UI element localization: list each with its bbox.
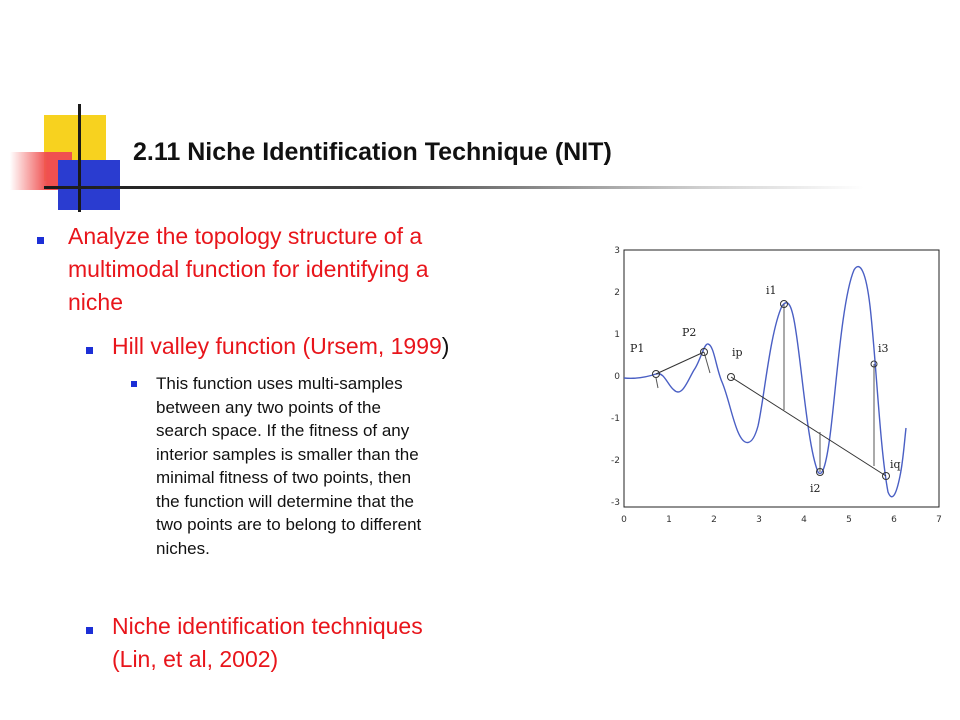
- point-label-p2: P2: [682, 326, 697, 339]
- description-line: search space. If the fitness of any: [156, 421, 410, 440]
- x-tick-label: 6: [891, 515, 897, 525]
- y-tick-label: 0: [614, 372, 620, 382]
- point-label-iq: iq: [890, 458, 901, 471]
- y-tick-label: 3: [614, 246, 620, 256]
- sub-bullet-marker: [86, 347, 93, 354]
- decor-blue-square: [58, 160, 120, 210]
- slide-title: 2.11 Niche Identification Technique (NIT): [133, 138, 612, 166]
- decor-vertical-line: [78, 104, 81, 212]
- description-line: interior samples is smaller than the: [156, 444, 419, 464]
- hill-valley-figure: [604, 240, 950, 530]
- x-tick-label: 0: [621, 515, 627, 525]
- bullet-text-line: niche: [68, 289, 123, 315]
- sub-bullet-marker: [86, 627, 93, 634]
- sample-line-ip-iq: [731, 377, 886, 476]
- description-line: This function uses multi-samples: [156, 374, 403, 393]
- y-tick-label: -2: [611, 456, 620, 466]
- y-axis-ticks: [611, 246, 620, 508]
- sample-line-p1-p2: [656, 352, 704, 374]
- point-label-i1: i1: [766, 284, 777, 297]
- description-line: two points are to belong to different: [156, 515, 422, 534]
- drop-line: [656, 378, 658, 388]
- bullet-text-line: Analyze the topology structure of a: [68, 223, 423, 249]
- description-line: between any two points of the: [156, 397, 381, 417]
- point-label-i2: i2: [810, 482, 821, 495]
- description-line: the function will determine that the: [156, 491, 414, 511]
- point-label-i3: i3: [878, 342, 889, 355]
- x-tick-label: 3: [756, 515, 762, 525]
- sub-bullet-label: Hill valley function (Ursem, 1999: [112, 333, 442, 359]
- x-tick-label: 5: [846, 515, 852, 525]
- closing-paren: ): [441, 333, 450, 359]
- sub-sub-bullet-marker: [131, 381, 137, 387]
- sub-bullet-text: [112, 330, 449, 363]
- title-underline: [44, 186, 864, 189]
- y-tick-label: 2: [614, 288, 620, 298]
- x-tick-label: 4: [801, 515, 807, 525]
- sub-bullet-text-line: (Lin, et al, 2002): [112, 646, 279, 672]
- y-tick-label: 1: [614, 330, 620, 340]
- sub-bullet-text-line: Niche identification techniques: [112, 613, 423, 639]
- x-tick-label: 2: [711, 515, 717, 525]
- x-axis-ticks: [621, 515, 942, 525]
- y-tick-label: -1: [611, 414, 620, 424]
- x-tick-label: 1: [666, 515, 672, 525]
- bullet-marker: [37, 237, 44, 244]
- description-line: minimal fitness of two points, then: [156, 468, 412, 487]
- description-line: niches.: [156, 538, 210, 558]
- y-tick-label: -3: [611, 498, 620, 508]
- point-label-p1: P1: [630, 342, 645, 355]
- bullet-text-line: multimodal function for identifying a: [68, 256, 429, 282]
- point-label-ip: ip: [732, 346, 743, 359]
- x-tick-label: 7: [936, 515, 942, 525]
